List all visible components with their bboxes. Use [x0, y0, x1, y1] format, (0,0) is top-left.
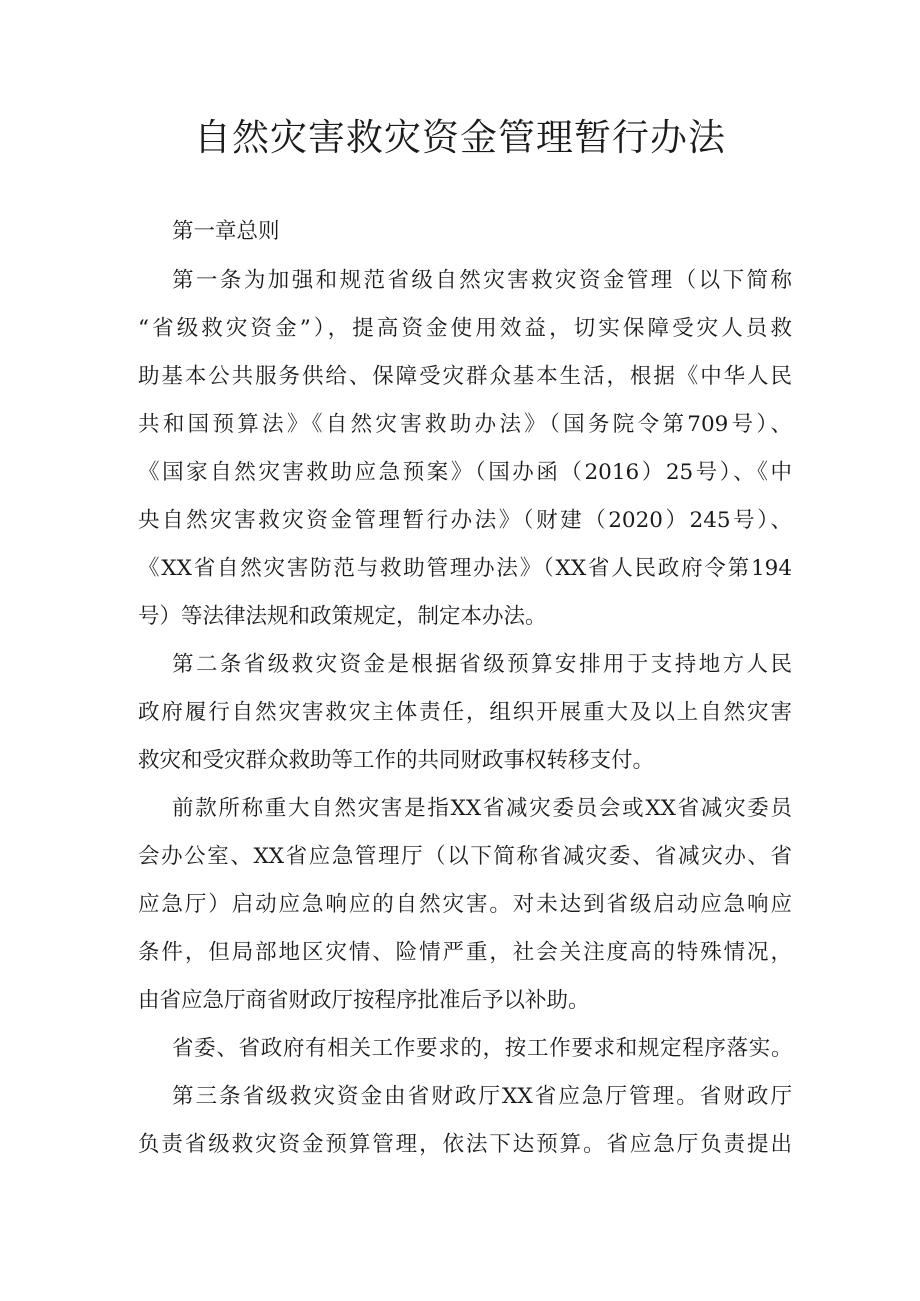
- text-line: 第三条省级救灾资金由省财政厅XX省应急厅管理。省财政厅: [172, 1084, 792, 1109]
- text-line: 央自然灾害救灾资金管理暂行办法》（财建（2020）245号）、: [138, 508, 792, 533]
- text-line: 救灾和受灾群众救助等工作的共同财政事权转移支付。: [138, 748, 655, 773]
- text-line: 会办公室、XX省应急管理厅（以下简称省减灾委、省减灾办、省: [138, 844, 792, 869]
- text-line: 号）等法律法规和政策规定，制定本办法。: [138, 604, 547, 629]
- text-line: 助基本公共服务供给、保障受灾群众基本生活，根据《中华人民: [138, 364, 792, 389]
- text-line: “省级救灾资金”），提高资金使用效益，切实保障受灾人员救: [138, 316, 792, 341]
- text-line: 第一条为加强和规范省级自然灾害救灾资金管理（以下简称: [172, 268, 792, 293]
- text-line: 第二条省级救灾资金是根据省级预算安排用于支持地方人民: [172, 652, 792, 677]
- text-line: 前款所称重大自然灾害是指XX省减灾委员会或XX省减灾委员: [172, 796, 792, 821]
- text-line: 省委、省政府有相关工作要求的，按工作要求和规定程序落实。: [172, 1036, 792, 1061]
- text-line: 负责省级救灾资金预算管理，依法下达预算。省应急厅负责提出: [138, 1132, 792, 1157]
- text-line: 《国家自然灾害救助应急预案》（国办函（2016）25号）、《中: [138, 460, 792, 485]
- text-line: 条件，但局部地区灾情、险情严重，社会关注度高的特殊情况，: [138, 940, 792, 965]
- chapter-heading: 第一章总则: [172, 219, 280, 244]
- text-line: 应急厅）启动应急响应的自然灾害。对未达到省级启动应急响应: [138, 892, 792, 917]
- document-title: 自然灾害救灾资金管理暂行办法: [194, 116, 726, 159]
- text-line: 政府履行自然灾害救灾主体责任，组织开展重大及以上自然灾害: [138, 700, 792, 725]
- text-line: 由省应急厅商省财政厅按程序批准后予以补助。: [138, 988, 590, 1013]
- text-line: 共和国预算法》《自然灾害救助办法》（国务院令第709号）、: [138, 412, 792, 437]
- text-line: 《XX省自然灾害防范与救助管理办法》（XX省人民政府令第194: [138, 556, 792, 581]
